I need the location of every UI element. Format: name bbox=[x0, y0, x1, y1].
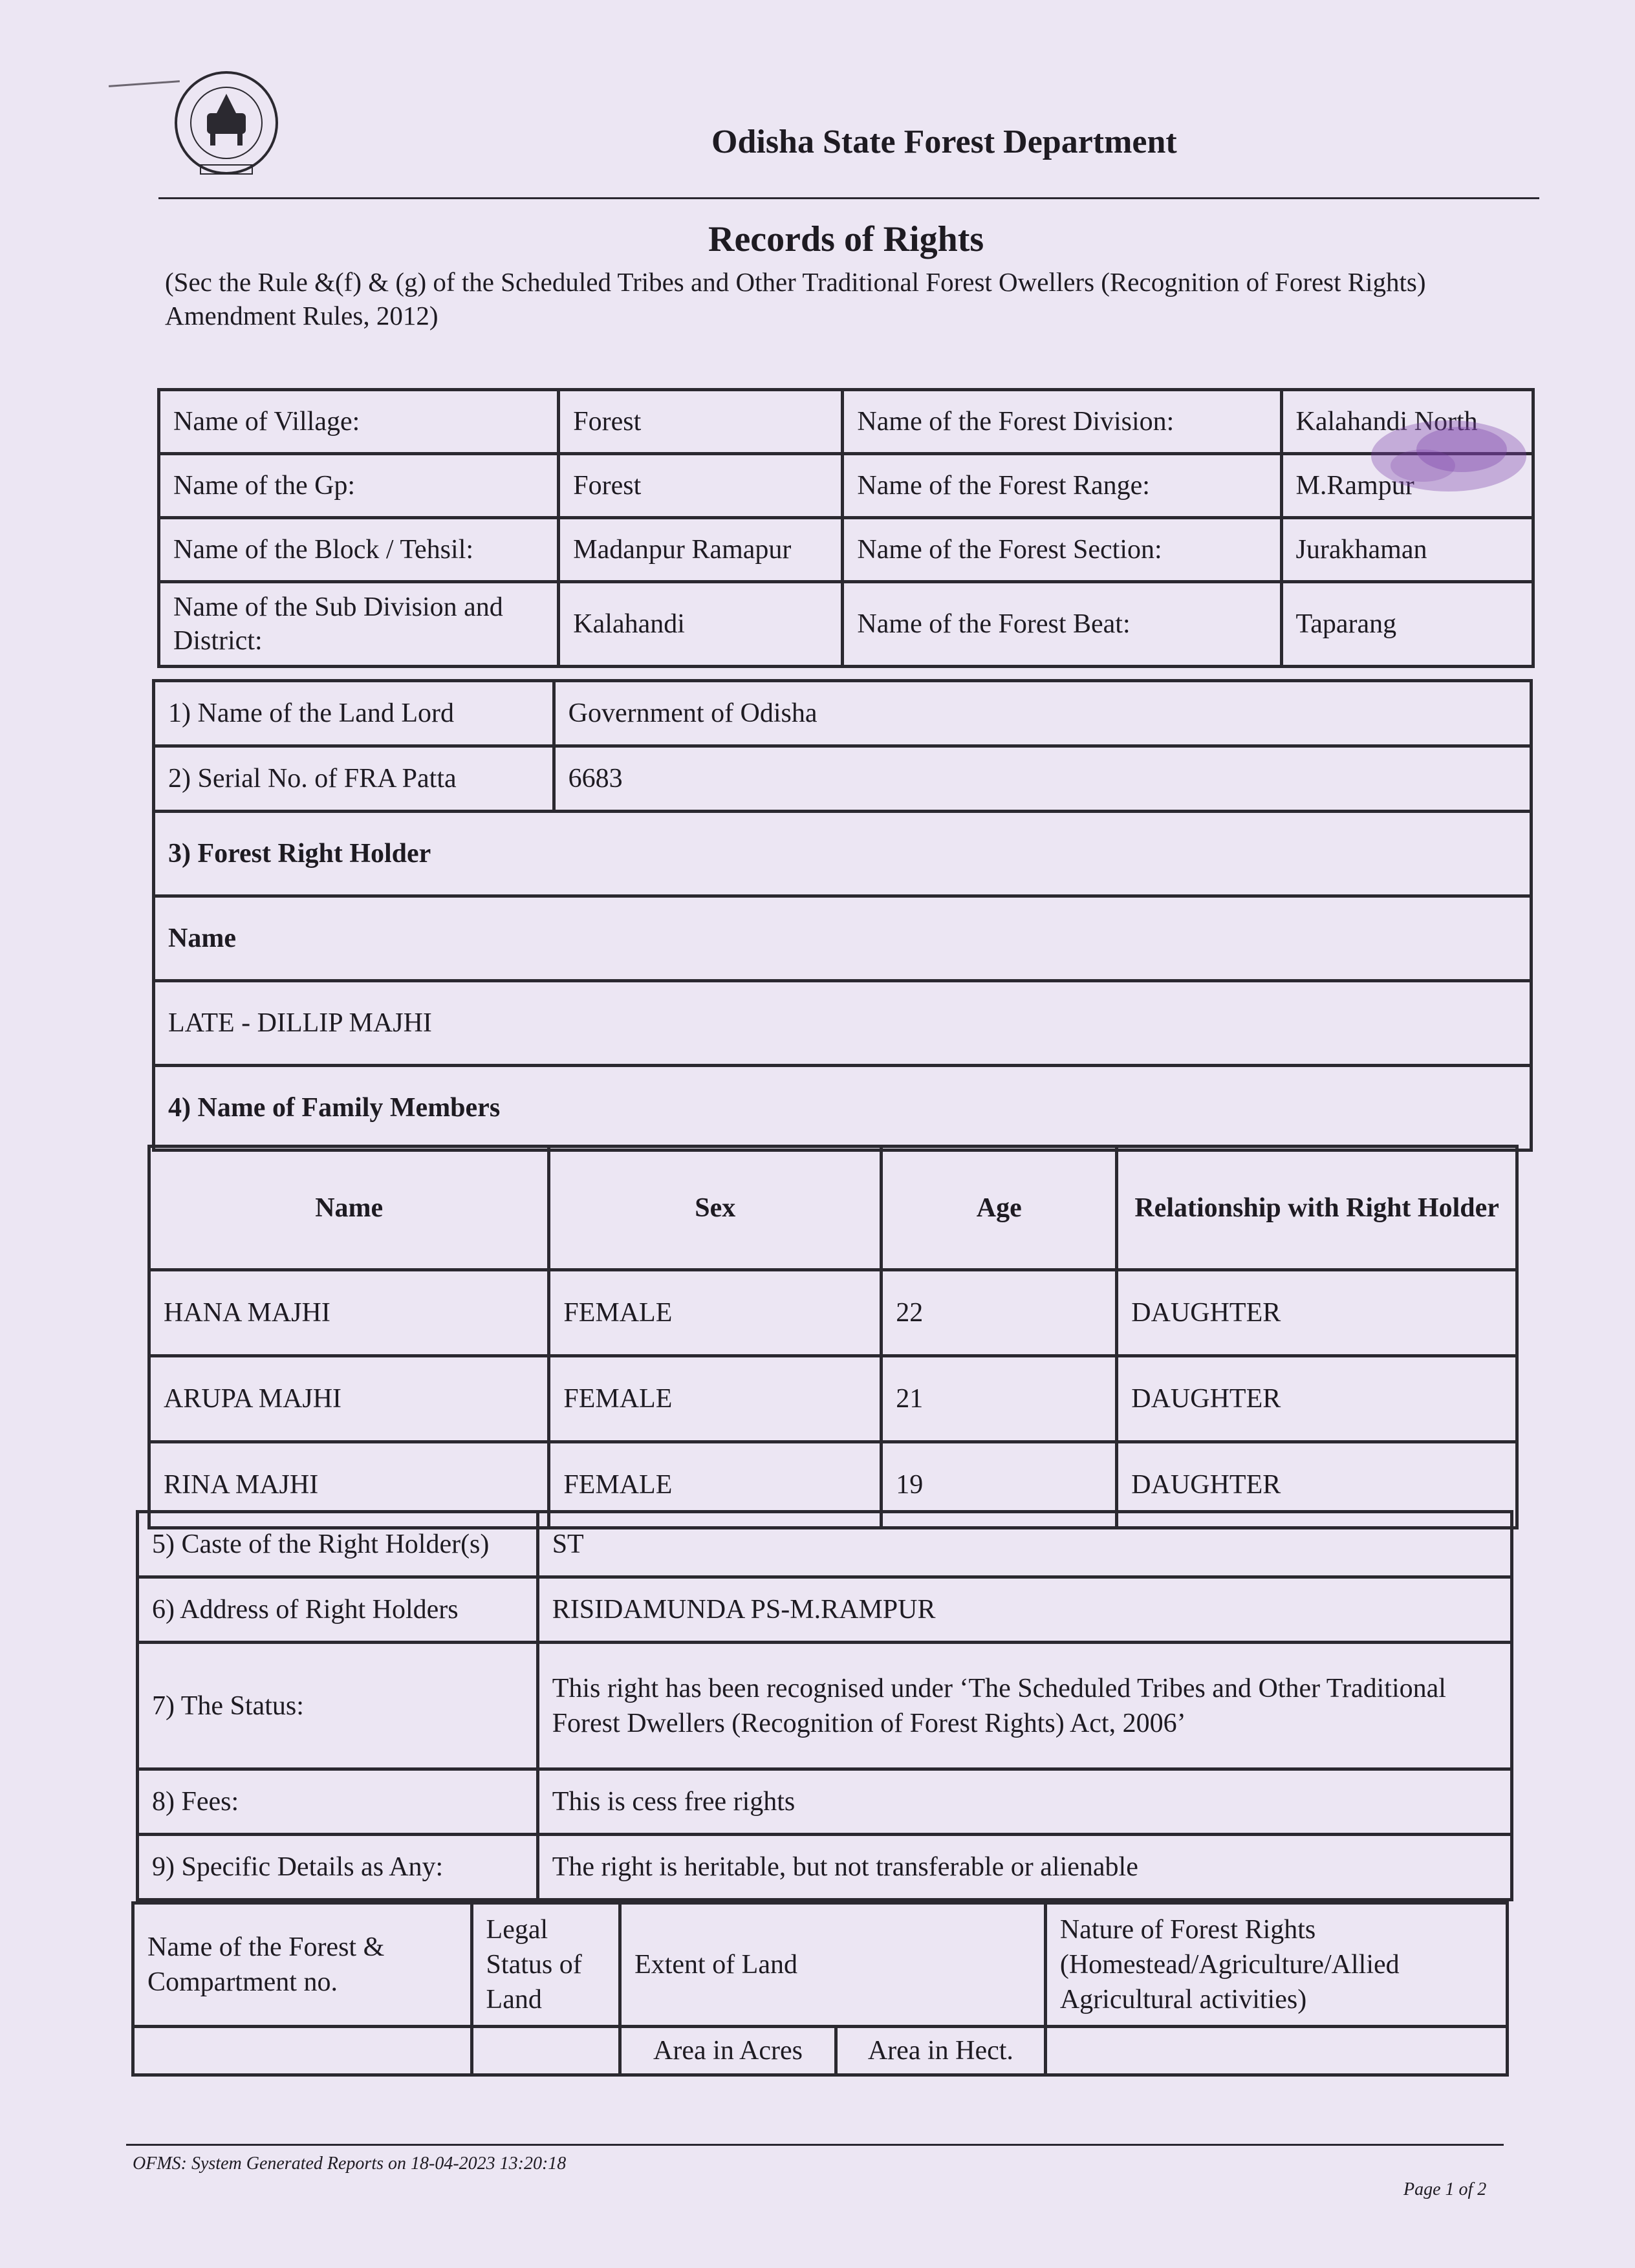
odisha-emblem-icon bbox=[171, 68, 281, 184]
family-header-sex: Sex bbox=[549, 1147, 882, 1270]
member-relationship: DAUGHTER bbox=[1117, 1356, 1517, 1442]
member-name: RINA MAJHI bbox=[149, 1442, 549, 1528]
caste-label: 5) Caste of the Right Holder(s) bbox=[138, 1512, 538, 1577]
extent-of-land-label: Extent of Land bbox=[620, 1903, 1046, 2027]
details-table bbox=[136, 1510, 1513, 1901]
holder-heading: 3) Forest Right Holder bbox=[154, 812, 1532, 896]
rights-table bbox=[152, 679, 1533, 1152]
address-value: RISIDAMUNDA PS-M.RAMPUR bbox=[537, 1577, 1511, 1643]
specific-label: 9) Specific Details as Any: bbox=[138, 1835, 538, 1900]
corner-pen-mark bbox=[109, 80, 180, 87]
address-label: 6) Address of Right Holders bbox=[138, 1577, 538, 1643]
block-label: Name of the Block / Tehsil: bbox=[159, 518, 559, 582]
member-age: 22 bbox=[882, 1270, 1117, 1356]
family-members-table bbox=[147, 1145, 1519, 1529]
page-number: Page 1 of 2 bbox=[1403, 2179, 1487, 2199]
department-title: Odisha State Forest Department bbox=[711, 124, 1177, 160]
family-header-name: Name bbox=[149, 1147, 549, 1270]
forest-range-value: M.Rampur bbox=[1281, 454, 1533, 518]
family-header-relationship: Relationship with Right Holder bbox=[1117, 1147, 1517, 1270]
member-age: 19 bbox=[882, 1442, 1117, 1528]
footer-divider bbox=[126, 2144, 1504, 2146]
status-value bbox=[537, 1643, 1511, 1769]
location-table bbox=[157, 388, 1535, 668]
nature-of-rights-value bbox=[1045, 2027, 1507, 2075]
status-label: 7) The Status: bbox=[138, 1643, 538, 1769]
status-line-2: Forest Dwellers (Recognition of Forest Rights) Act, 2006’ bbox=[552, 1708, 1186, 1738]
block-value: Madanpur Ramapur bbox=[559, 518, 843, 582]
fees-label: 8) Fees: bbox=[138, 1769, 538, 1835]
family-header-age: Age bbox=[882, 1147, 1117, 1270]
forest-compartment-value bbox=[133, 2027, 472, 2075]
forest-section-label: Name of the Forest Section: bbox=[843, 518, 1281, 582]
member-name: ARUPA MAJHI bbox=[149, 1356, 549, 1442]
serial-label: 2) Serial No. of FRA Patta bbox=[154, 746, 554, 812]
specific-value: The right is heritable, but not transferable or alienable bbox=[537, 1835, 1511, 1900]
member-relationship: DAUGHTER bbox=[1117, 1442, 1517, 1528]
member-age: 21 bbox=[882, 1356, 1117, 1442]
document-title: Records of Rights bbox=[708, 219, 984, 259]
land-table bbox=[131, 1901, 1509, 2077]
member-name: HANA MAJHI bbox=[149, 1270, 549, 1356]
area-acres-label: Area in Acres bbox=[620, 2027, 836, 2075]
forest-division-value: Kalahandi North bbox=[1281, 390, 1533, 454]
village-label: Name of Village: bbox=[159, 390, 559, 454]
forest-compartment-label: Name of the Forest & Compartment no. bbox=[133, 1903, 472, 2027]
landlord-value: Government of Odisha bbox=[554, 681, 1531, 746]
status-line-1: This right has been recognised under ‘The Scheduled Tribes and Other Traditional bbox=[552, 1673, 1446, 1703]
generated-timestamp: OFMS: System Generated Reports on 18-04-2023 13:20:18 bbox=[133, 2154, 567, 2174]
legal-status-value bbox=[471, 2027, 620, 2075]
forest-section-value: Jurakhaman bbox=[1281, 518, 1533, 582]
table-row bbox=[149, 1270, 1517, 1356]
village-value: Forest bbox=[559, 390, 843, 454]
landlord-label: 1) Name of the Land Lord bbox=[154, 681, 554, 746]
forest-beat-label: Name of the Forest Beat: bbox=[843, 582, 1281, 667]
fees-value: This is cess free rights bbox=[537, 1769, 1511, 1835]
nature-of-rights-label: Nature of Forest Rights (Homestead/Agriculture/Allied Agricultural activities) bbox=[1045, 1903, 1507, 2027]
member-sex: FEMALE bbox=[549, 1270, 882, 1356]
member-sex: FEMALE bbox=[549, 1356, 882, 1442]
subdivision-value: Kalahandi bbox=[559, 582, 843, 667]
caste-value: ST bbox=[537, 1512, 1511, 1577]
header-divider bbox=[158, 197, 1539, 199]
forest-division-label: Name of the Forest Division: bbox=[843, 390, 1281, 454]
serial-value: 6683 bbox=[554, 746, 1531, 812]
subdivision-label: Name of the Sub Division and District: bbox=[159, 582, 559, 667]
document-subtitle: (Sec the Rule &(f) & (g) of the Scheduled Tribes and Other Traditional Forest Owellers (Recognition of Forest Rights) Amendment Rules, 2012) bbox=[165, 267, 1426, 330]
holder-name: LATE - DILLIP MAJHI bbox=[154, 981, 1532, 1066]
name-heading: Name bbox=[154, 896, 1532, 981]
legal-status-label: Legal Status of Land bbox=[471, 1903, 620, 2027]
forest-range-label: Name of the Forest Range: bbox=[843, 454, 1281, 518]
forest-beat-value: Taparang bbox=[1281, 582, 1533, 667]
member-sex: FEMALE bbox=[549, 1442, 882, 1528]
member-relationship: DAUGHTER bbox=[1117, 1270, 1517, 1356]
area-hect-label: Area in Hect. bbox=[836, 2027, 1045, 2075]
family-heading: 4) Name of Family Members bbox=[154, 1066, 1532, 1150]
gp-value: Forest bbox=[559, 454, 843, 518]
gp-label: Name of the Gp: bbox=[159, 454, 559, 518]
table-row bbox=[149, 1356, 1517, 1442]
